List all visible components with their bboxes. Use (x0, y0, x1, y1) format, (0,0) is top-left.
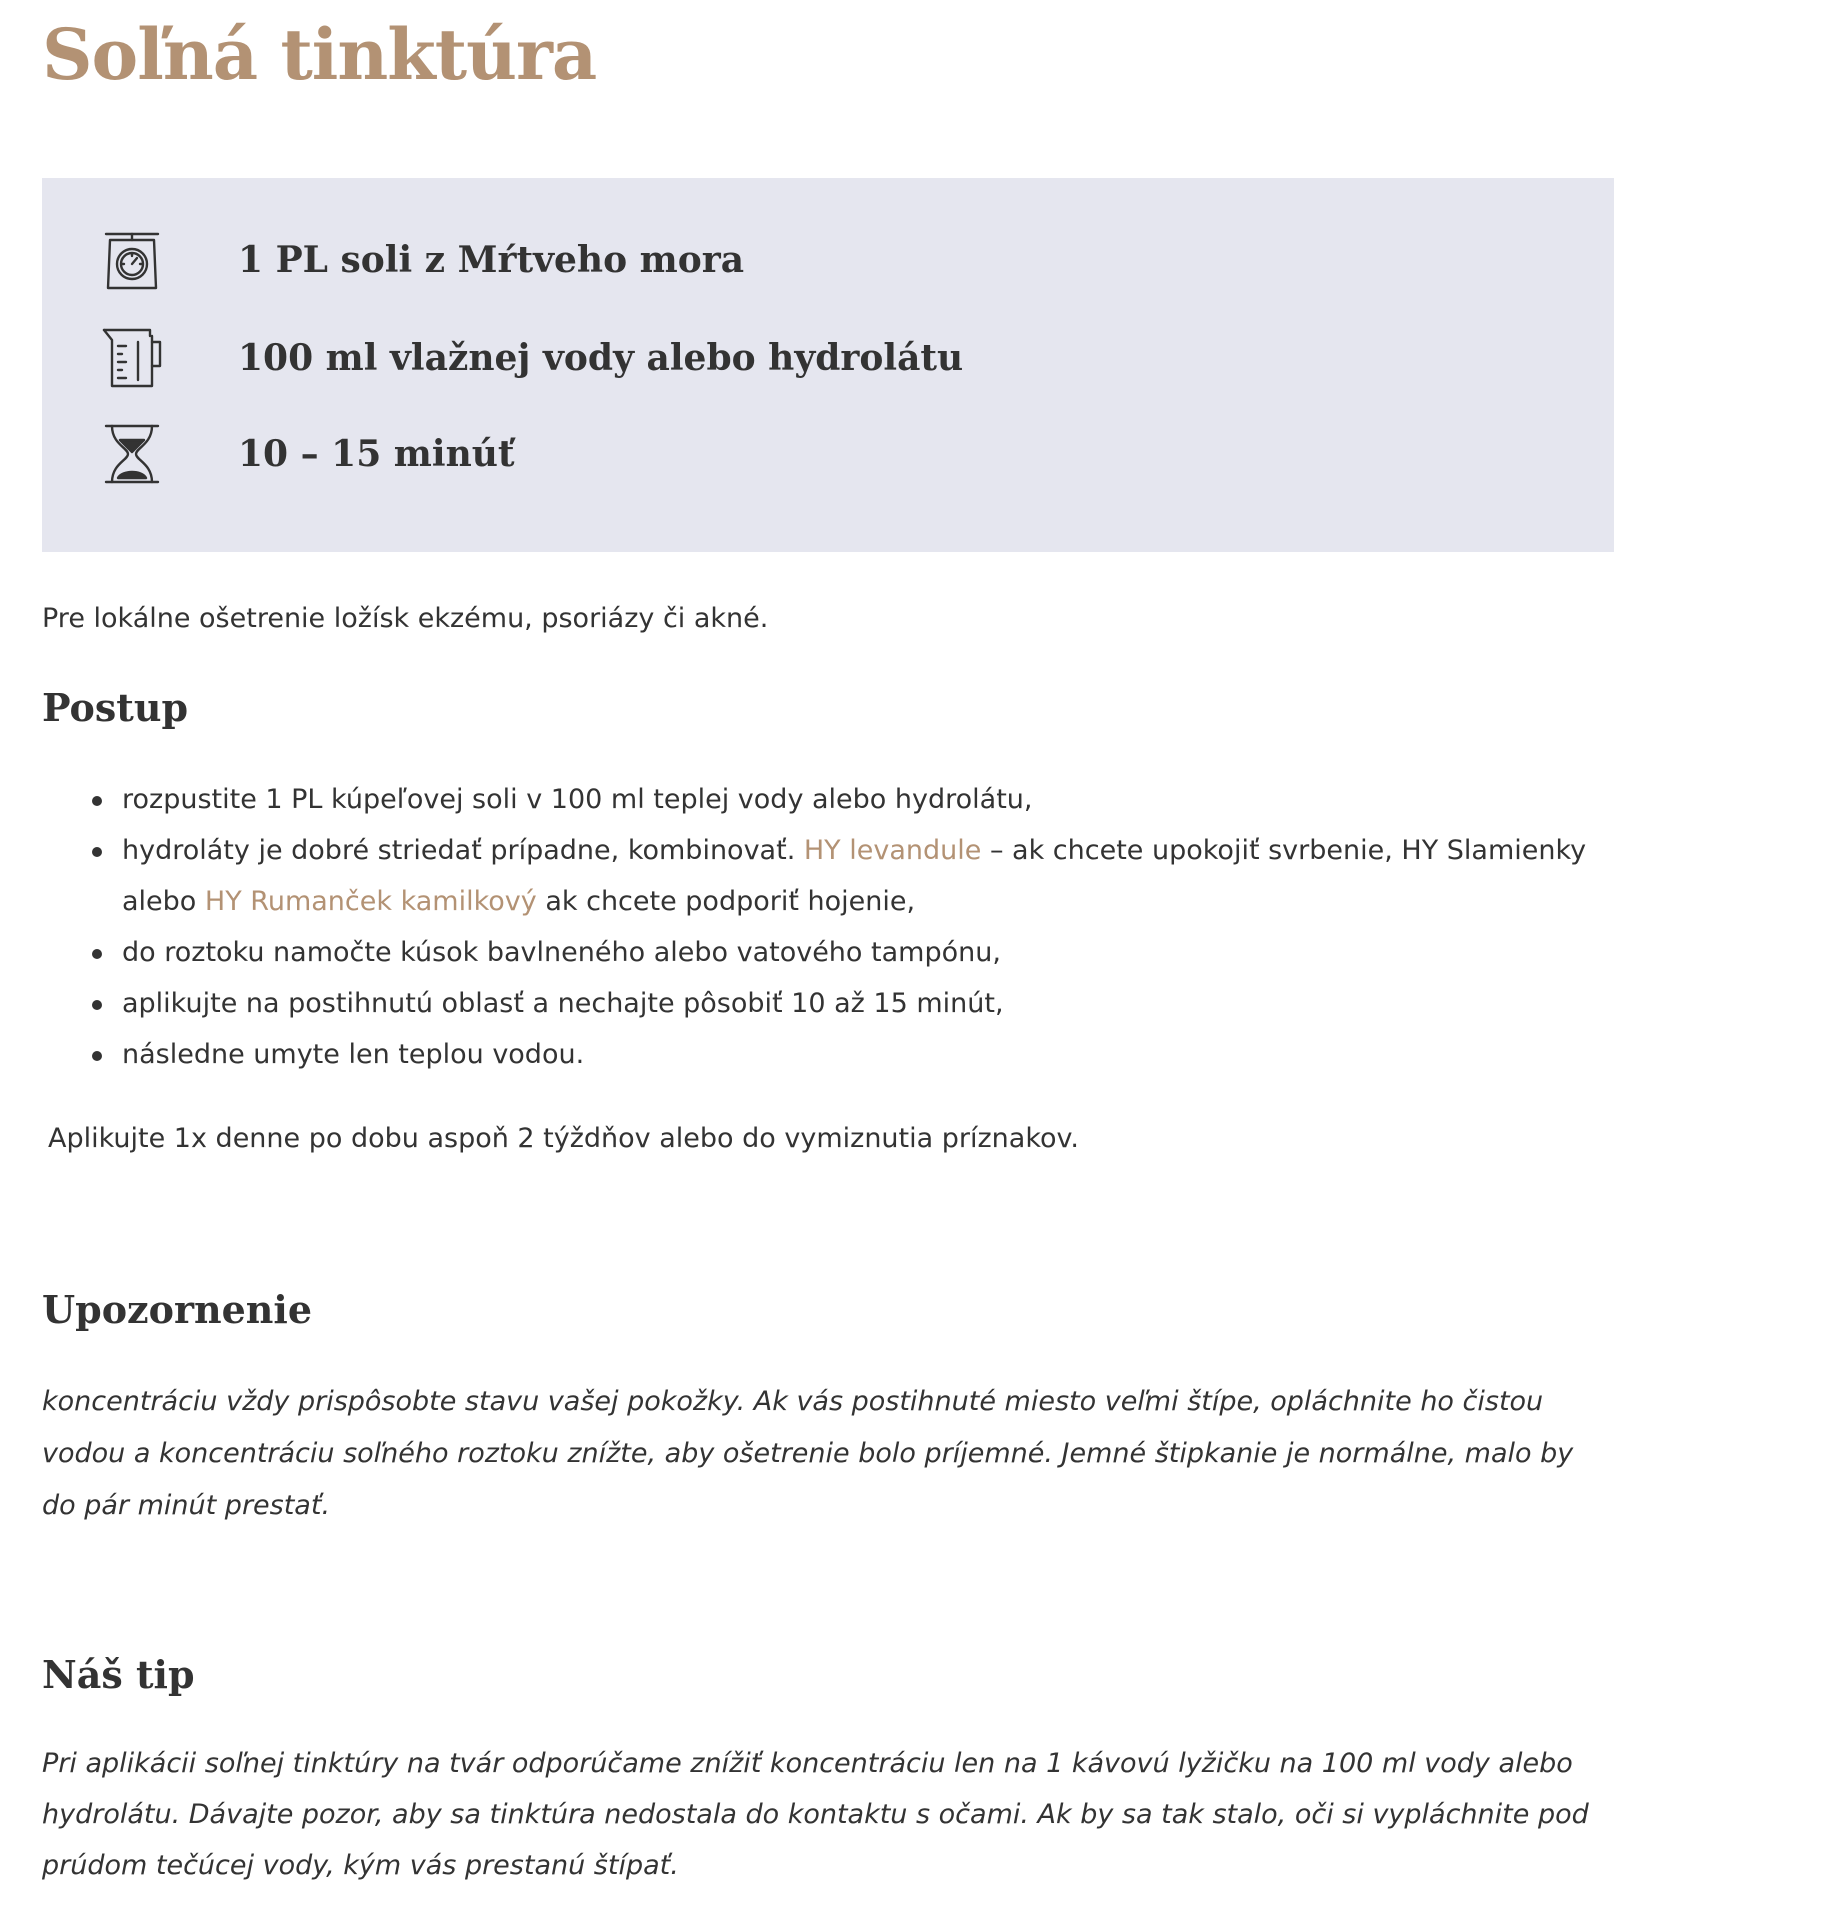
list-item: následne umyte len teplou vodou. (122, 1029, 1642, 1080)
hy-rumancek-link[interactable]: HY Rumanček kamilkový (204, 886, 537, 917)
list-item: do roztoku namočte kúsok bavlneného alebo vatového tampónu, (122, 927, 1642, 978)
application-note: Aplikujte 1x denne po dobu aspoň 2 týždňov alebo do vymiznutia príznakov. (48, 1123, 1079, 1154)
procedure-list (42, 774, 1642, 1080)
hy-levandule-link[interactable]: HY levandule (803, 835, 982, 866)
intro-text: Pre lokálne ošetrenie ložísk ekzému, psoriázy či akné. (42, 603, 769, 634)
list-item: hydroláty je dobré striedať prípadne, kombinovať. HY levandule – ak chcete upokojiť svrbenie, HY Slamienky alebo HY Rumanček kamilkový ak chcete podporiť hojenie, (122, 825, 1642, 927)
recipe-page (42, 0, 1620, 1881)
ingredient-row (42, 422, 1620, 492)
warning-text: koncentráciu vždy prispôsobte stavu vašej pokožky. Ak vás postihnuté miesto veľmi štípe, opláchnite ho čistou vodou a koncentráciu soľného roztoku znížte, aby ošetrenie bolo príjemné. Jemné štipkanie je normálne, malo by do pár minút prestať. (42, 1386, 1574, 1521)
tip-heading: Náš tip (42, 1652, 195, 1697)
measuring-cup-icon (100, 326, 164, 390)
ingredient-text: 1 PL soli z Mŕtveho mora (238, 239, 745, 281)
warning-heading: Upozornenie (42, 1287, 313, 1332)
list-item: aplikujte na postihnutú oblasť a nechajte pôsobiť 10 až 15 minút, (122, 978, 1642, 1029)
procedure-heading: Postup (42, 685, 189, 730)
list-item: rozpustite 1 PL kúpeľovej soli v 100 ml teplej vody alebo hydrolátu, (122, 774, 1642, 825)
tip-text: Pri aplikácii soľnej tinktúry na tvár odporúčame znížiť koncentráciu len na 1 kávovú lyžičku na 100 ml vody alebo hydrolátu. Dávajte pozor, aby sa tinktúra nedostala do kontaktu s očami. Ak by sa tak stalo, oči si vypláchnite pod prúdom tečúcej vody, kým vás prestanú štípať. (42, 1748, 1589, 1881)
ingredient-text: 10 – 15 minúť (238, 433, 515, 475)
ingredient-row (42, 326, 1620, 396)
ingredient-row (42, 228, 1620, 298)
ingredient-text: 100 ml vlažnej vody alebo hydrolátu (238, 337, 964, 379)
kitchen-scale-icon (100, 228, 164, 292)
page-title: Soľná tinktúra (42, 13, 597, 96)
hourglass-icon (100, 422, 164, 486)
